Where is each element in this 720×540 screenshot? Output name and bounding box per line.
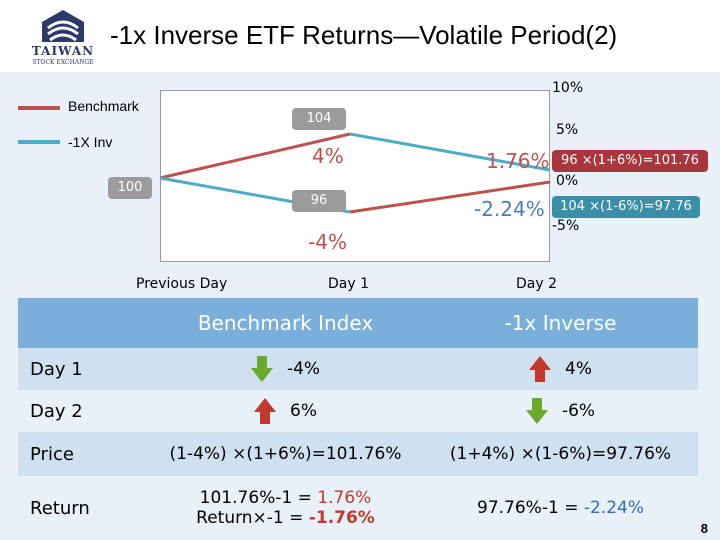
table-header-benchmark: Benchmark Index: [148, 298, 423, 348]
table-cell: [148, 476, 423, 540]
table-cell: [423, 348, 698, 390]
arrow-down-icon: [251, 356, 273, 382]
slide-content: [0, 72, 720, 540]
day2-benchmark-pct: 1.76%: [486, 149, 550, 173]
return-benchmark-line2: [148, 508, 423, 528]
arrow-up-icon: [254, 398, 276, 424]
row-label: Day 1: [18, 348, 148, 390]
y-tick-10: 10%: [552, 80, 584, 96]
logo-subtext: STOCK EXCHANGE: [32, 59, 94, 66]
y-tick-5: 5%: [556, 122, 579, 138]
day2-inverse-calc-pill: 104 ×(1-6%)=97.76: [552, 196, 700, 218]
y-tick-0: 0%: [556, 173, 579, 189]
slide-header: [0, 0, 720, 72]
arrow-up-icon: [529, 356, 551, 382]
return-prefix: Return×-1 =: [196, 508, 309, 528]
row-label: Price: [18, 432, 148, 476]
logo-emblem-icon: [28, 8, 98, 44]
return-value: 1.76%: [317, 488, 372, 508]
table-header-inverse: -1x Inverse: [423, 298, 698, 348]
table-cell: [148, 348, 423, 390]
table-row: [18, 476, 698, 540]
arrow-down-icon: [526, 398, 548, 424]
table-cell: [148, 390, 423, 432]
table-header-blank: [18, 298, 148, 348]
cell-value: -6%: [561, 401, 596, 421]
day1-benchmark-pct: 4%: [312, 144, 344, 168]
day2-inverse-pct: -2.24%: [474, 197, 545, 221]
return-prefix: 97.76%-1 =: [477, 498, 584, 518]
return-benchmark-line1: [148, 488, 423, 508]
twse-logo: [28, 8, 98, 72]
logo-text: TAIWAN: [31, 44, 95, 58]
legend-benchmark-label: Benchmark: [68, 98, 139, 114]
cell-value: -4%: [286, 359, 321, 379]
return-value: -2.24%: [583, 498, 644, 518]
price-path-chart: [0, 72, 720, 298]
day2-benchmark-calc-pill: 96 ×(1+6%)=101.76: [552, 150, 708, 172]
table-header-row: [18, 298, 698, 348]
return-prefix: 101.76%-1 =: [199, 488, 318, 508]
table-cell: [423, 476, 698, 540]
table-cell: (1+4%) ×(1-6%)=97.76%: [423, 432, 698, 476]
table-cell: (1-4%) ×(1+6%)=101.76%: [148, 432, 423, 476]
cell-value: 6%: [290, 401, 317, 421]
table-row: [18, 390, 698, 432]
table-row: [18, 348, 698, 390]
page-number: 8: [700, 521, 708, 536]
return-value: -1.76%: [308, 508, 375, 528]
row-label: Day 2: [18, 390, 148, 432]
returns-table: [18, 298, 698, 540]
x-label-previous-day: Previous Day: [136, 276, 228, 292]
legend-inverse-label: -1X Inv: [68, 134, 113, 150]
x-label-day2: Day 2: [516, 276, 558, 292]
slide-title: -1x Inverse ETF Returns—Volatile Period(2): [110, 20, 618, 50]
cell-value: 4%: [565, 359, 592, 379]
day1-inverse-pill: 96: [292, 190, 346, 212]
start-value-pill: 100: [108, 177, 152, 199]
row-label: Return: [18, 476, 148, 540]
y-tick-neg5: -5%: [552, 218, 580, 234]
day1-benchmark-pill: 104: [292, 108, 346, 130]
table-cell: [423, 390, 698, 432]
table-row: [18, 432, 698, 476]
day1-inverse-pct: -4%: [308, 230, 347, 254]
x-label-day1: Day 1: [328, 276, 370, 292]
